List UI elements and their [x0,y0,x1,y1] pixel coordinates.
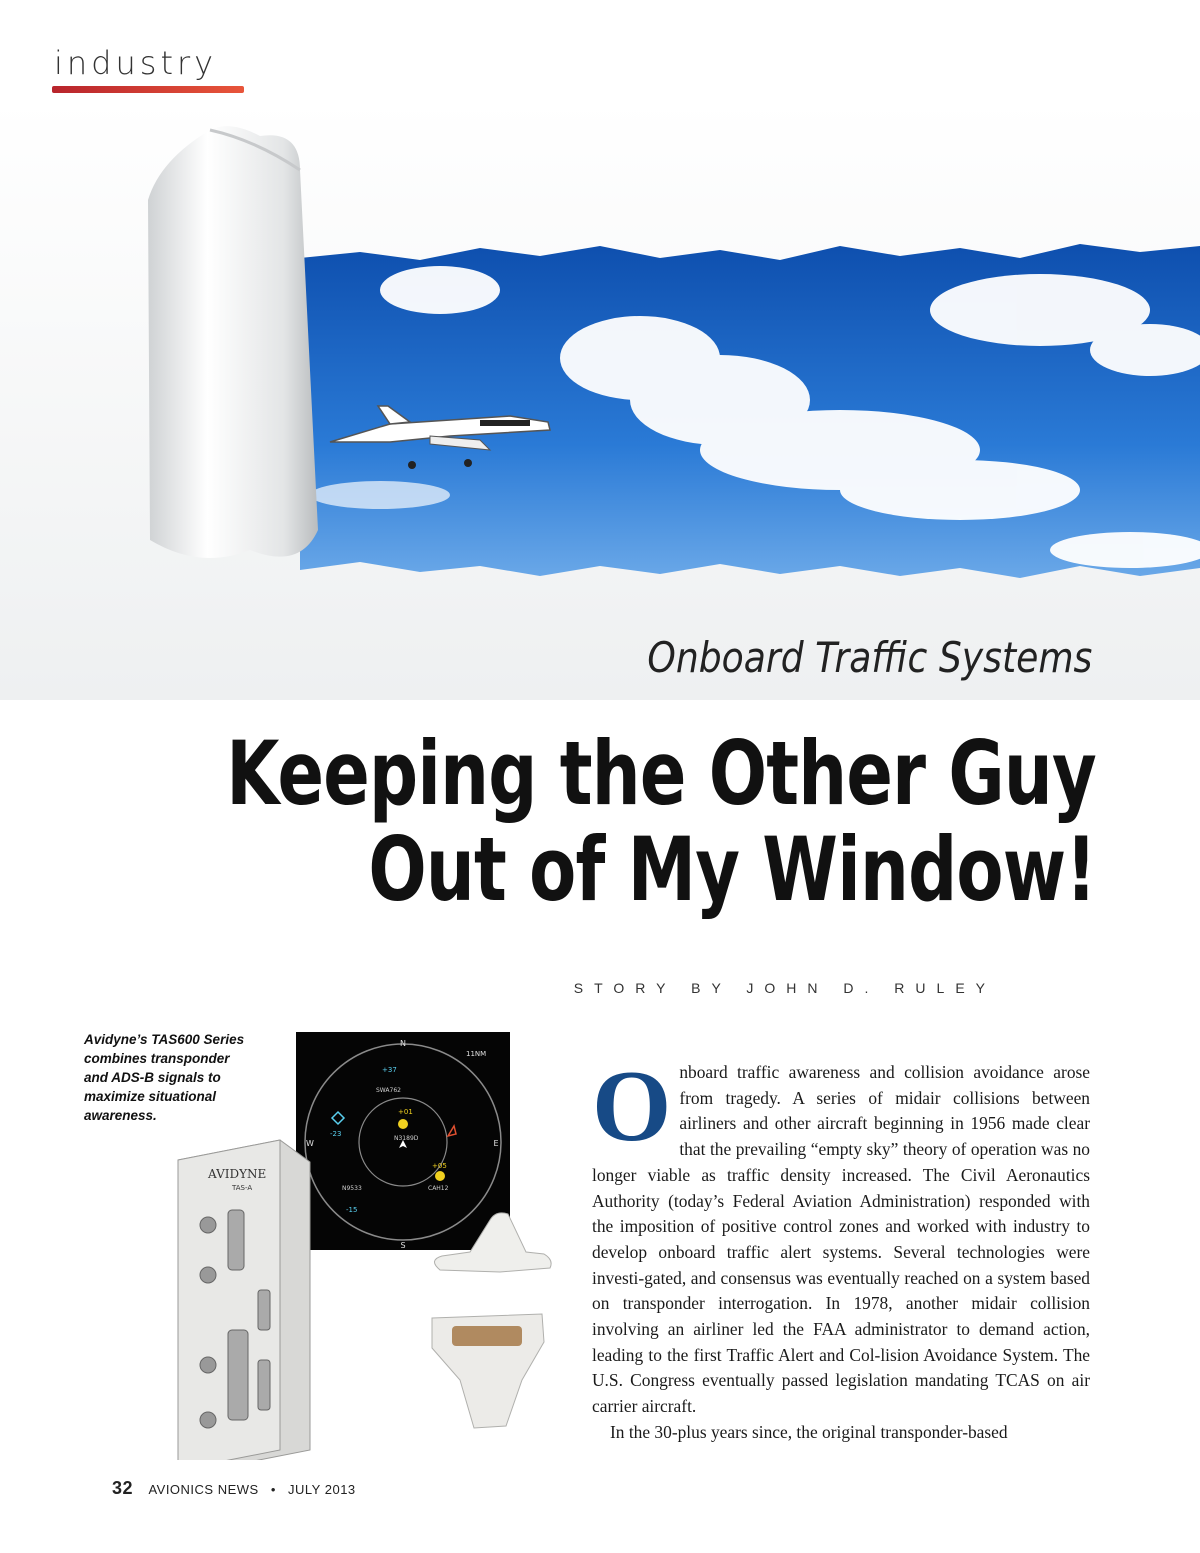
byline: STORY BY JOHN D. RULEY [573,980,996,996]
svg-text:CAH12: CAH12 [428,1185,449,1192]
headline-line-2: Out of My Window! [368,818,1096,921]
hero-image [0,100,1200,700]
article-body [592,1050,1090,1446]
photo-caption: Avidyne’s TAS600 Series combines transponder and ADS-B signals to maximize situational awareness. [84,1032,245,1123]
svg-text:S: S [400,1241,406,1250]
article-paragraph-2: In the 30-plus years since, the original transponder-based [610,1421,1008,1442]
issue-date: JULY 2013 [288,1482,356,1497]
article-paragraph-1: Onboard traffic awareness and collision avoidance arose from tragedy. A series of midair collisions between airliners and other aircraft beginning in 1956 made clear that the prevailing “empty sky” theory of operation was no longer viable as traffic density increased. The Civil Aeronautics Authority (today’s Federal Aviation Administration) responded with the imposition of positive control zones and worked with industry to develop onboard traffic alert systems. Several technologies were investi-gated, and consensus was eventually reached on a system based on transponder interrogation. In 1978, another midair collision involving an airliner led the FAA administrator to demand action, leading to the first Traffic Alert and Col-lision Avoidance System. The U.S. Congress eventually passed legislation mandating TCAS on air carrier aircraft. [592,1050,1090,1417]
svg-text:+01: +01 [398,1108,413,1116]
svg-text:N9533: N9533 [342,1185,362,1192]
page-number: 32 [112,1478,134,1498]
svg-text:N3189D: N3189D [394,1135,419,1142]
traffic-display [296,1032,510,1250]
publication-name: AVIONICS NEWS [148,1482,259,1497]
product-photo [170,1030,590,1460]
svg-text:-23: -23 [330,1130,342,1138]
svg-text:+37: +37 [382,1066,397,1074]
page-footer [112,1478,356,1499]
footer-separator: • [270,1482,276,1497]
svg-text:SWA762: SWA762 [376,1087,401,1094]
section-label: industry [54,44,218,82]
svg-text:TAS-A: TAS-A [232,1184,253,1192]
svg-text:E: E [493,1139,499,1148]
svg-text:AVIDYNE: AVIDYNE [208,1167,267,1181]
section-rule [52,86,244,93]
headline-line-1: Keeping the Other Guy [226,722,1096,825]
tas-unit [178,1140,310,1460]
svg-text:+05: +05 [432,1162,447,1170]
dropcap: O [592,1050,672,1163]
svg-text:W: W [306,1139,314,1148]
antenna-bottom [432,1314,544,1428]
svg-text:N: N [400,1039,406,1048]
svg-text:11NM: 11NM [466,1050,487,1058]
headline [226,722,1096,921]
svg-text:-15: -15 [346,1206,358,1214]
kicker: Onboard Traffic Systems [647,633,1092,682]
